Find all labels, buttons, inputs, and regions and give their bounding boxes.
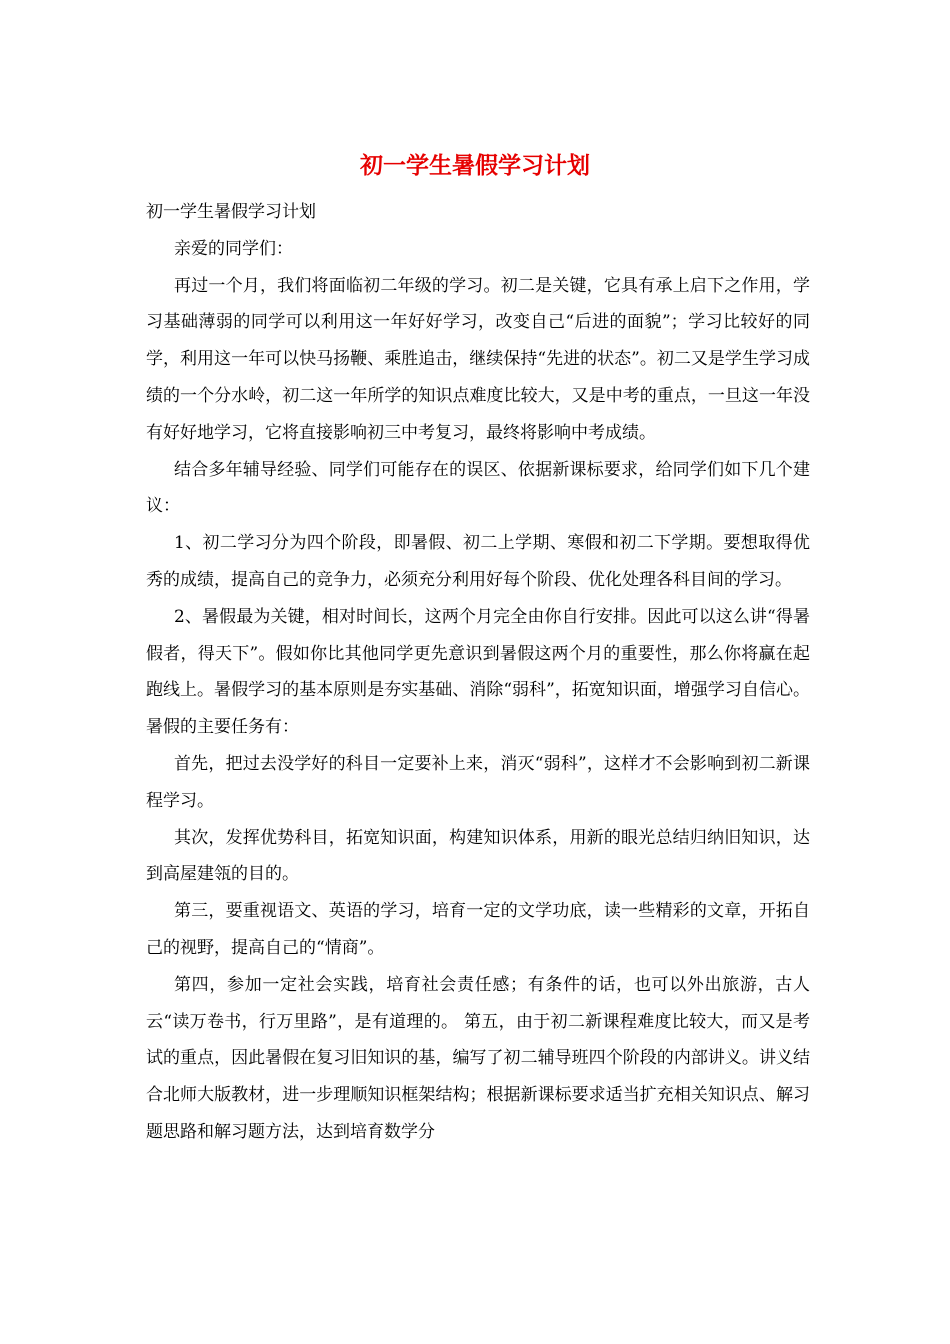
paragraph-advice-lead: 结合多年辅导经验、同学们可能存在的误区、依据新课标要求，给同学们如下几个建议： bbox=[146, 459, 810, 517]
greeting: 亲爱的同学们： bbox=[174, 238, 293, 259]
document-title: 初一学生暑假学习计划 bbox=[360, 152, 590, 179]
paragraph-second: 其次，发挥优势科目，拓宽知识面，构建知识体系，用新的眼光总结归纳旧知识，达到高屋建瓴的目的。 bbox=[146, 827, 810, 885]
paragraph-point-1: 1、初二学习分为四个阶段，即暑假、初二上学期、寒假和初二下学期。要想取得优秀的成绩，提高自己的竞争力，必须充分利用好每个阶段、优化处理各科目间的学习。 bbox=[146, 533, 810, 590]
paragraph-first: 首先，把过去没学好的科目一定要补上来，消灭“弱科”，这样才不会影响到初二新课程学习。 bbox=[146, 753, 810, 811]
paragraph-point-2: 2、暑假最为关键，相对时间长，这两个月完全由你自行安排。因此可以这么讲“得暑假者，得天下”。假如你比其他同学更先意识到暑假这两个月的重要性，那么你将赢在起跑线上。暑假学习的基本原则是夯实基础、消除“弱科”，拓宽知识面，增强学习自信心。暑假的主要任务有： bbox=[146, 606, 810, 738]
paragraph-intro: 再过一个月，我们将面临初二年级的学习。初二是关键，它具有承上启下之作用，学习基础薄弱的同学可以利用这一年好好学习，改变自己“后进的面貌”；学习比较好的同学，利用这一年可以快马扬鞭、乘胜追击，继续保持“先进的状态”。初二又是学生学习成绩的一个分水岭，初二这一年所学的知识点难度比较大，又是中考的重点，一旦这一年没有好好地学习，它将直接影响初三中考复习，最终将影响中考成绩。 bbox=[146, 275, 810, 443]
paragraph-fourth-fifth: 第四，参加一定社会实践，培育社会责任感；有条件的话，也可以外出旅游，古人云“读万卷书，行万里路”，是有道理的。 第五，由于初二新课程难度比较大，而又是考试的重点，因此暑假在复习旧知识的基，编写了初二辅导班四个阶段的内部讲义。讲义结合北师大版教材，进一步理顺知识框架结构；根据新课标要求适当扩充相关知识点、解习题思路和解习题方法，达到培育数学分 bbox=[146, 974, 810, 1142]
document-subtitle: 初一学生暑假学习计划 bbox=[146, 202, 316, 222]
paragraph-third: 第三，要重视语文、英语的学习，培育一定的文学功底，读一些精彩的文章，开拓自己的视野，提高自己的“情商”。 bbox=[146, 901, 810, 958]
document-body bbox=[146, 194, 810, 1151]
